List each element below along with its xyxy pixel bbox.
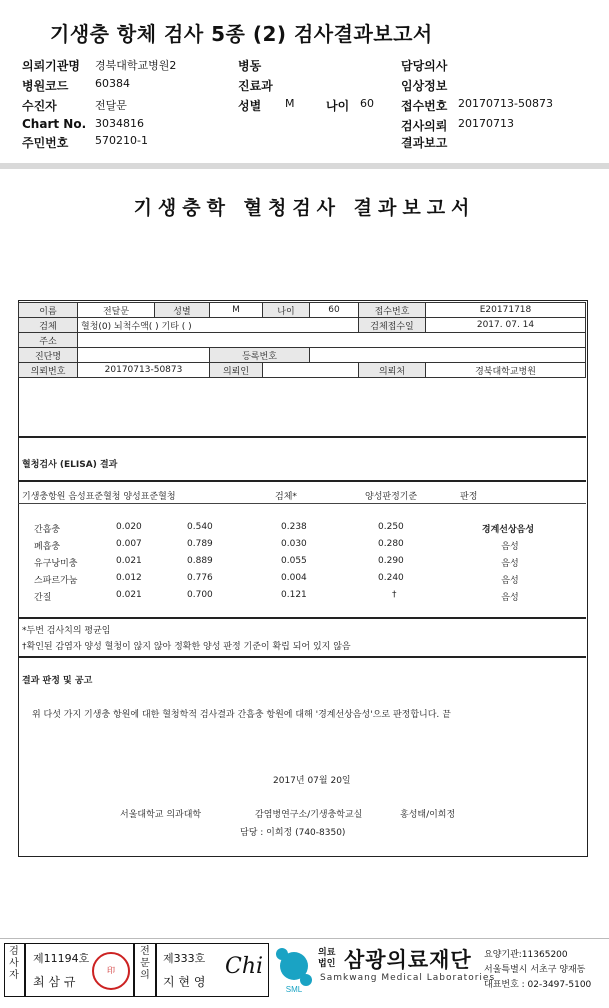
header-label: 주민번호 xyxy=(22,136,69,150)
sex-value: M xyxy=(210,303,263,318)
specialist-label: 전문의 xyxy=(140,946,150,981)
verifier-label: 검사자 xyxy=(9,946,19,981)
header-value: 20170713 xyxy=(458,117,514,130)
rule xyxy=(18,617,586,619)
header-label: Chart No. xyxy=(22,117,87,131)
scanned-report-title: 기생충학 혈청검사 결과보고서 xyxy=(133,197,476,219)
header-label: 진료과 xyxy=(238,79,273,93)
header-label: 결과보고 xyxy=(401,136,448,150)
rule xyxy=(18,436,586,438)
diagnosis-value xyxy=(78,348,210,363)
name-label: 이름 xyxy=(19,303,78,318)
sex-label: 성별 xyxy=(155,303,210,318)
divider xyxy=(24,943,26,997)
reqorg-value: 경북대학교병원 xyxy=(426,363,586,378)
note-average: *두번 검사치의 평균임 xyxy=(22,626,111,636)
header-value: 전달문 xyxy=(95,99,127,112)
specialist-name: 지 현 영 xyxy=(163,975,206,989)
phone: 대표번호 : 02-3497-5100 xyxy=(484,980,592,990)
reg-label: 등록번호 xyxy=(210,348,310,363)
sample-value: 0.055 xyxy=(281,556,307,566)
sample-value: 0.004 xyxy=(281,573,307,583)
cutoff-value: 0.290 xyxy=(378,556,404,566)
header-label: 나이 xyxy=(326,99,350,113)
positive-control: 0.889 xyxy=(187,556,213,566)
svg-text:SML: SML xyxy=(285,985,303,994)
header-value: 3034816 xyxy=(95,117,144,130)
antigen-name: 간질 xyxy=(34,593,52,603)
conclusion-title: 결과 판정 및 공고 xyxy=(22,676,93,686)
official-seal: 印 xyxy=(92,952,130,990)
patient-info-table xyxy=(18,302,586,378)
reqdoc-value xyxy=(263,363,359,378)
specdate-label: 검체접수일 xyxy=(359,318,426,333)
conclusion-text: 위 다섯 가지 기생충 항원에 대한 혈청학적 검사결과 간흡충 항원에 대해 '경계선상음성'으로 판정합니다. 끝 xyxy=(32,710,451,720)
judgement: 음성 xyxy=(501,576,519,586)
sample-value: 0.030 xyxy=(281,539,307,549)
contact: 담당 : 이희정 (740-8350) xyxy=(240,828,346,838)
antigen-name: 유구낭미충 xyxy=(34,559,78,569)
signature: Chi xyxy=(225,954,264,979)
rule xyxy=(18,480,586,482)
divider xyxy=(155,943,157,997)
header-label: 검사의뢰 xyxy=(401,119,448,133)
address-label: 주소 xyxy=(19,333,78,348)
header-label: 접수번호 xyxy=(401,99,448,113)
col-header-judge: 판정 xyxy=(460,492,478,502)
antigen-name: 폐흡충 xyxy=(34,542,61,552)
cutoff-value: 0.250 xyxy=(378,522,404,532)
sml-logo-icon xyxy=(272,944,316,996)
header-label: 의뢰기관명 xyxy=(22,59,80,73)
antigen-name: 간흡충 xyxy=(34,525,61,535)
report-date: 2017년 07월 20일 xyxy=(273,776,351,786)
header-value: 570210-1 xyxy=(95,134,148,147)
rule xyxy=(18,656,586,658)
facility-code: 요양기관:11365200 xyxy=(484,950,568,960)
header-label: 임상정보 xyxy=(401,79,448,93)
header-value: 20170713-50873 xyxy=(458,97,553,110)
divider xyxy=(133,943,135,997)
header-value: 60 xyxy=(360,97,374,110)
negative-control: 0.012 xyxy=(116,573,142,583)
address: 서울특별시 서초구 양재동 xyxy=(484,965,586,975)
brand-name: 삼광의료재단 xyxy=(344,948,472,972)
specialist-license: 제333호 xyxy=(163,952,206,965)
judgement: 경계선상음성 xyxy=(481,525,535,535)
negative-control: 0.007 xyxy=(116,539,142,549)
reqdoc-label: 의뢰인 xyxy=(210,363,263,378)
positive-control: 0.540 xyxy=(187,522,213,532)
judgement: 음성 xyxy=(501,593,519,603)
sample-value: 0.238 xyxy=(281,522,307,532)
positive-control: 0.776 xyxy=(187,573,213,583)
col-header-cutoff: 양성판정기준 xyxy=(365,492,418,502)
header-label: 병원코드 xyxy=(22,79,69,93)
footer-divider xyxy=(0,938,609,939)
reqno-value: 20170713-50873 xyxy=(78,363,210,378)
brand-english: Samkwang Medical Laboratories xyxy=(320,973,496,983)
reqno-label: 의뢰번호 xyxy=(19,363,78,378)
negative-control: 0.021 xyxy=(116,590,142,600)
recv-label: 접수번호 xyxy=(359,303,426,318)
header-label: 병동 xyxy=(238,59,262,73)
specdate-value: 2017. 07. 14 xyxy=(426,318,586,333)
corp-label: 의료법인 xyxy=(318,948,336,969)
col-header-antigen: 기생충항원 음성표준혈청 양성표준혈청 xyxy=(22,492,176,502)
report-title: 기생충 항체 검사 5종 (2) 검사결과보고서 xyxy=(50,22,433,46)
col-header-sample: 검체* xyxy=(275,492,297,502)
negative-control: 0.020 xyxy=(116,522,142,532)
positive-control: 0.700 xyxy=(187,590,213,600)
cutoff-value: 0.280 xyxy=(378,539,404,549)
age-value: 60 xyxy=(310,303,359,318)
reg-value xyxy=(310,348,586,363)
org-univ: 서울대학교 의과대학 xyxy=(120,810,202,820)
header-label: 담당의사 xyxy=(401,59,448,73)
name-value: 전달문 xyxy=(78,303,155,318)
judgement: 음성 xyxy=(501,559,519,569)
researchers: 홍성태/이희정 xyxy=(400,810,456,820)
cutoff-value: † xyxy=(392,590,397,600)
org-institute: 감염병연구소/기생충학교실 xyxy=(255,810,363,820)
judgement: 음성 xyxy=(501,542,519,552)
age-label: 나이 xyxy=(263,303,310,318)
recv-value: E20171718 xyxy=(426,303,586,318)
address-value xyxy=(78,333,586,348)
specimen-value: 혈청(0) 뇌척수액( ) 기타 ( ) xyxy=(78,318,359,333)
negative-control: 0.021 xyxy=(116,556,142,566)
cutoff-value: 0.240 xyxy=(378,573,404,583)
header-value: M xyxy=(285,97,295,110)
verifier-name: 최 삼 규 xyxy=(33,975,76,989)
divider xyxy=(0,163,609,169)
section-title: 혈청검사 (ELISA) 결과 xyxy=(22,460,118,470)
sample-value: 0.121 xyxy=(281,590,307,600)
diagnosis-label: 진단명 xyxy=(19,348,78,363)
header-label: 성별 xyxy=(238,99,262,113)
header-value: 60384 xyxy=(95,77,130,90)
specimen-label: 검체 xyxy=(19,318,78,333)
positive-control: 0.789 xyxy=(187,539,213,549)
reqorg-label: 의뢰처 xyxy=(359,363,426,378)
header-label: 수진자 xyxy=(22,99,57,113)
verifier-license: 제11194호 xyxy=(33,952,90,965)
header-value: 경북대학교병원2 xyxy=(95,59,177,72)
note-dagger: †확인된 감염자 양성 혈청이 않지 않아 정확한 양성 판정 기준이 확립 되어 있지 않음 xyxy=(22,642,351,652)
rule xyxy=(18,503,586,504)
antigen-name: 스파르가눔 xyxy=(34,576,78,586)
